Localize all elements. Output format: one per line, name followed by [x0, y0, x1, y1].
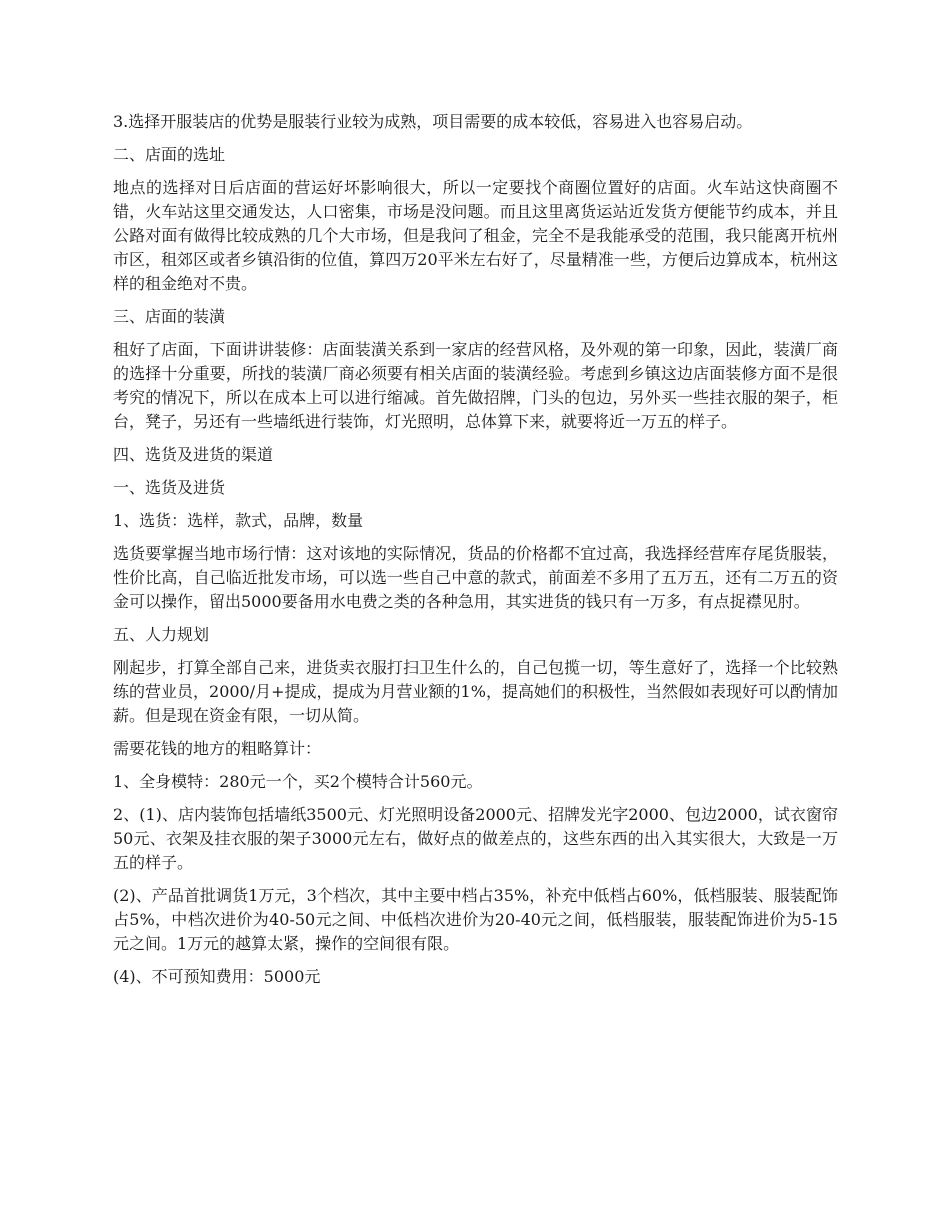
subsection-heading-purchasing: 一、选货及进货: [113, 478, 226, 497]
cost-item-mannequins: 1、全身模特：280元一个，买2个模特合计560元。: [113, 772, 483, 791]
item-heading-selection: 1、选货：选样，款式，品牌，数量: [113, 511, 364, 530]
paragraph-decoration: 租好了店面，下面讲讲装修：店面装潢关系到一家店的经营风格，及外观的第一印象，因此，装潢厂商的选择十分重要，所找的装潢厂商必须要有相关店面的装潢经验。考虑到乡镇这边店面装修方面不是很考究的情况下，所以在成本上可以进行缩减。首先做招牌，门头的包边，另外买一些挂衣服的架子，柜台，凳子，另还有一些墙纸进行装饰，灯光照明，总体算下来，就要将近一万五的样子。: [113, 340, 838, 431]
section-heading-purchasing-channels: 四、选货及进货的渠道: [113, 445, 274, 464]
cost-item-decoration: 2、(1)、店内装饰包括墙纸3500元、灯光照明设备2000元、招牌发光字2000、包边2000，试衣窗帘50元、衣架及挂衣服的架子3000元左右，做好点的做差点的，这些东西的出入其实很大，大致是一万五的样子。: [113, 805, 838, 872]
cost-item-first-stock: (2)、产品首批调货1万元，3个档次，其中主要中档占35%，补充中低档占60%，低档服装、服装配饰占5%，中档次进价为40-50元之间、中低档次进价为20-40元之间，低档服装，服装配饰进价为5-15元之间。1万元的越算太紧，操作的空间很有限。: [113, 886, 838, 953]
cost-item-unforeseen: (4)、不可预知费用：5000元: [113, 967, 321, 986]
section-heading-staffing: 五、人力规划: [113, 625, 210, 644]
paragraph-advantages: 3.选择开服装店的优势是服装行业较为成熟，项目需要的成本较低，容易进入也容易启动。: [113, 112, 753, 131]
section-heading-decoration: 三、店面的装潢: [113, 307, 226, 326]
paragraph-location: 地点的选择对日后店面的营运好坏影响很大，所以一定要找个商圈位置好的店面。火车站这快商圈不错，火车站这里交通发达，人口密集，市场是没问题。而且这里离货运站近发货方便能节约成本，并且公路对面有做得比较成熟的几个大市场，但是我问了租金，完全不是我能承受的范围，我只能离开杭州市区，租郊区或者乡镇沿街的位值，算四万20平米左右好了，尽量精准一些，方便后边算成本，杭州这样的租金绝对不贵。: [113, 178, 838, 293]
section-heading-location: 二、店面的选址: [113, 145, 226, 164]
paragraph-staffing: 刚起步，打算全部自己来，进货卖衣服打扫卫生什么的，自己包揽一切，等生意好了，选择一个比较熟练的营业员，2000/月+提成，提成为月营业额的1%，提高她们的积极性，当然假如表现好可以酌情加薪。但是现在资金有限，一切从简。: [113, 658, 838, 725]
paragraph-selection: 选货要掌握当地市场行情：这对该地的实际情况，货品的价格都不宜过高，我选择经营库存尾货服装，性价比高，自己临近批发市场，可以选一些自己中意的款式，前面差不多用了五万五，还有二万五的资金可以操作，留出5000要备用水电费之类的各种急用，其实进货的钱只有一万多，有点捉襟见肘。: [113, 544, 838, 611]
document-page: [113, 110, 838, 998]
heading-cost-estimate: 需要花钱的地方的粗略算计：: [113, 739, 322, 758]
